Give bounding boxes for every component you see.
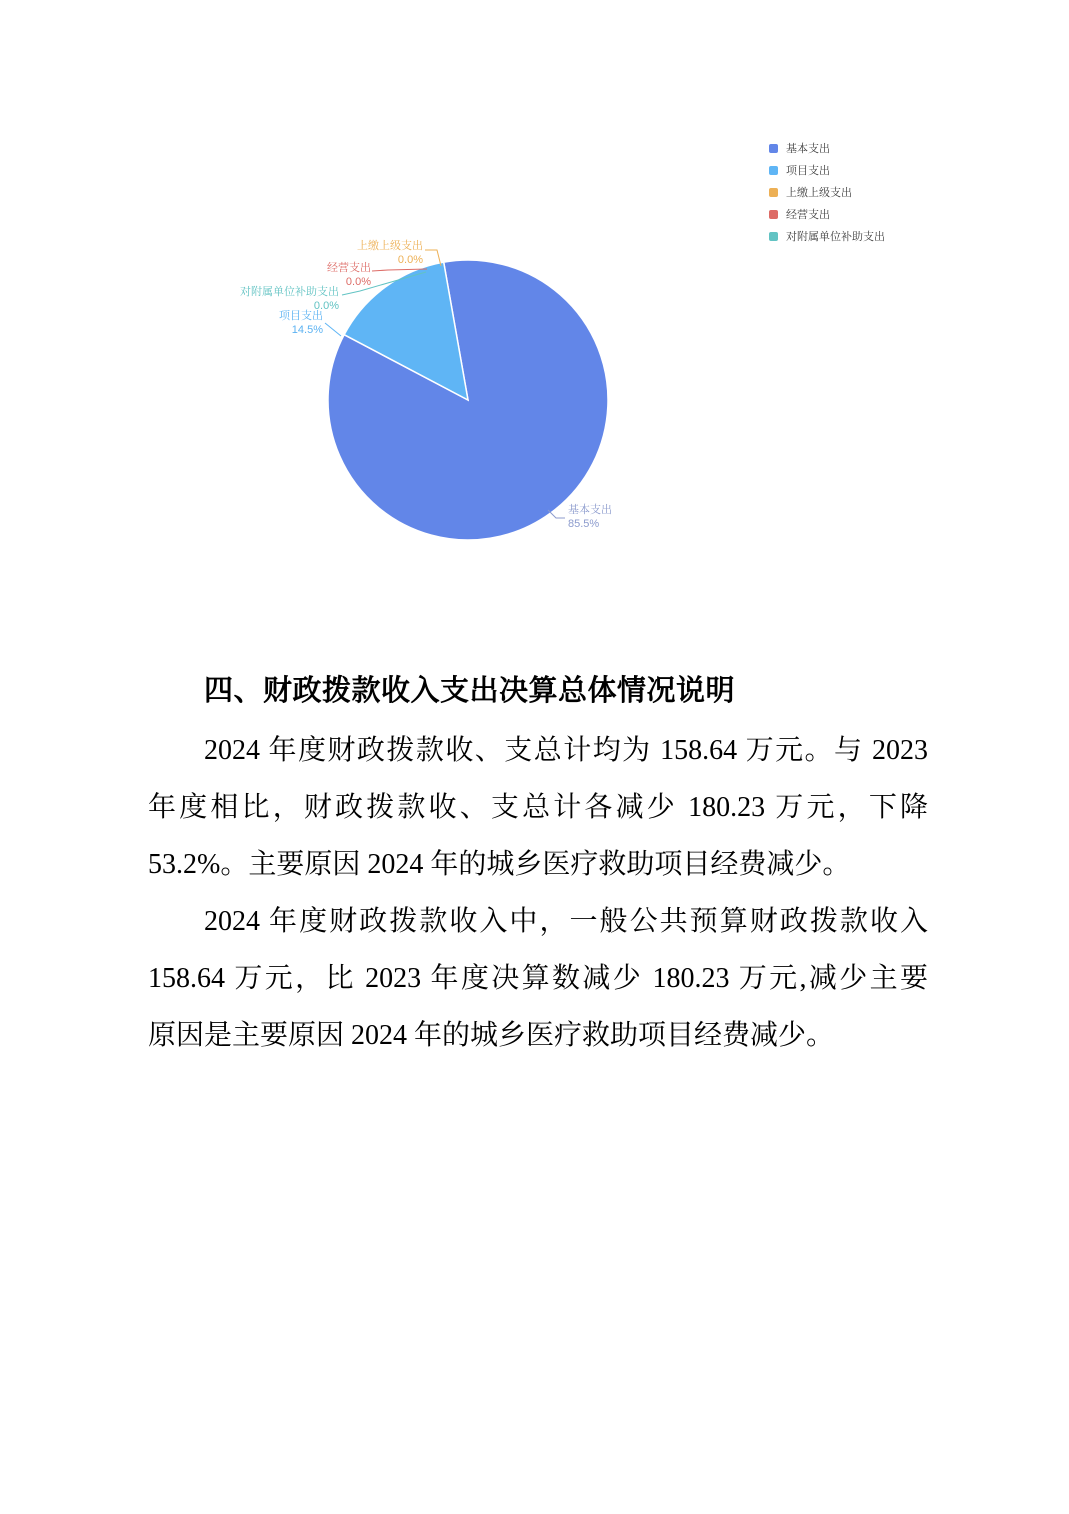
callout-label: 经营支出 [327,262,371,274]
text-line: 2024 年度财政拨款收入中，一般公共预算财政拨款收入 [204,906,928,937]
legend-item-project-expenditure [769,159,885,181]
callout-label: 基本支出 [568,504,612,516]
text-line: 2024 年度财政拨款收、支总计均为 158.64 万元。与 2023 [204,735,928,766]
callout-percent: 14.5% [291,324,323,336]
callout-percent: 0.0% [313,300,339,312]
legend-item-remitted-to-higher-level [769,181,885,203]
document-body [148,722,928,1064]
legend-item-subsidy-to-affiliates [769,225,885,247]
leader-line-project-expenditure [325,323,341,336]
body-paragraph-1 [148,722,928,893]
legend-label: 对附属单位补助支出 [786,231,885,243]
section-heading: 四、财政拨款收入支出决算总体情况说明 [204,675,736,707]
legend-label: 基本支出 [786,143,830,155]
text-line: 原因是主要原因 2024 年的城乡医疗救助项目经费减少。 [148,1020,835,1051]
legend-label: 经营支出 [786,209,830,221]
legend-swatch-operating-expenditure [769,210,778,219]
legend-swatch-project-expenditure [769,166,778,175]
callout-project-expenditure [203,309,323,337]
callout-label: 对附属单位补助支出 [240,286,339,298]
callout-label: 项目支出 [279,310,323,322]
body-paragraph-2 [148,893,928,1064]
legend-swatch-subsidy-to-affiliates [769,232,778,241]
text-line: 年度相比，财政拨款收、支总计各减少 180.23 万元，下降 [148,792,928,823]
callout-percent: 0.0% [397,254,423,266]
legend-label: 项目支出 [786,165,830,177]
legend-item-operating-expenditure [769,203,885,225]
callout-percent: 0.0% [345,276,371,288]
text-line: 158.64 万元，比 2023 年度决算数减少 180.23 万元,减少主要 [148,963,928,994]
callout-basic-expenditure [568,503,612,531]
legend-swatch-remitted-to-higher-level [769,188,778,197]
legend-item-basic-expenditure [769,137,885,159]
callout-percent: 85.5% [568,518,600,530]
pie-chart [0,0,1069,600]
callout-label: 上缴上级支出 [357,240,423,252]
chart-legend [769,137,885,247]
text-line: 53.2%。主要原因 2024 年的城乡医疗救助项目经费减少。 [148,849,851,880]
legend-label: 上缴上级支出 [786,187,852,199]
legend-swatch-basic-expenditure [769,144,778,153]
